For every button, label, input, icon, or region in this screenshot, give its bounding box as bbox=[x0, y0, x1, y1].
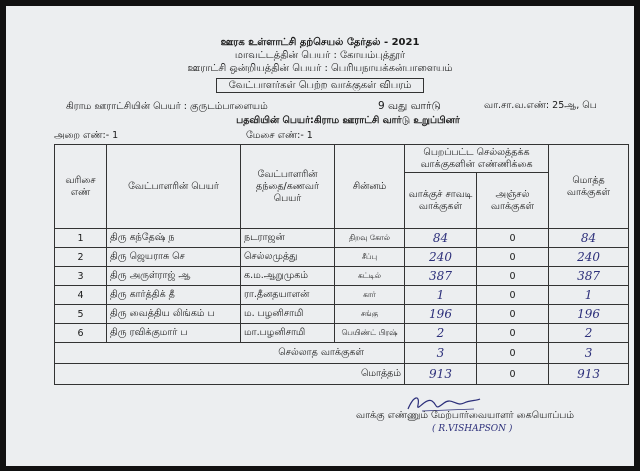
election-title: ஊரக உள்ளாட்சி தற்செயல் தேர்தல் - 2021 bbox=[220, 37, 420, 48]
row-postal-votes: 0 bbox=[477, 229, 549, 248]
table-row bbox=[55, 305, 629, 324]
header-sno: வரிசை எண் bbox=[55, 145, 107, 229]
row-candidate-name: திரு கார்த்திக் தீ bbox=[107, 286, 241, 305]
table-row bbox=[55, 324, 629, 343]
row-booth-votes: 196 bbox=[405, 305, 477, 324]
ward-number: 9 வது வார்டு bbox=[378, 100, 441, 112]
row-sno: 4 bbox=[55, 286, 107, 305]
district-name: மாவட்டத்தின் பெயர் : கோயம்புத்தூர் bbox=[234, 50, 406, 61]
row-total-votes: 2 bbox=[549, 324, 629, 343]
row-sno: 6 bbox=[55, 324, 107, 343]
row-symbol: கார் bbox=[335, 286, 405, 305]
row-sno: 5 bbox=[55, 305, 107, 324]
row-postal-votes: 0 bbox=[477, 286, 549, 305]
table-number: மேசை எண்:- 1 bbox=[246, 130, 313, 141]
row-total-votes: 240 bbox=[549, 248, 629, 267]
row-symbol: திறவு கோல் bbox=[335, 229, 405, 248]
row-booth-votes: 387 bbox=[405, 267, 477, 286]
row-booth-votes: 84 bbox=[405, 229, 477, 248]
header-valid-votes: பெறப்பட்ட செல்லத்தக்க வாக்குகளின் எண்ணிக்கை bbox=[405, 145, 549, 173]
table-row bbox=[55, 229, 629, 248]
row-symbol: பெயிண்ட் பிரஷ் bbox=[335, 324, 405, 343]
table-row bbox=[55, 248, 629, 267]
union-name: ஊராட்சி ஒன்றியத்தின் பெயர் : பெரியநாயக்கன்பாளையம் bbox=[187, 63, 453, 74]
row-total-votes: 387 bbox=[549, 267, 629, 286]
signature-label: வாக்கு எண்ணும் மேற்பார்வையாளர் கையொப்பம் bbox=[356, 410, 574, 421]
header-father: வேட்பாளரின் தந்தை/கணவர் பெயர் bbox=[241, 145, 335, 229]
row-total-votes: 196 bbox=[549, 305, 629, 324]
row-candidate-name: திரு ஜெயராசு செ bbox=[107, 248, 241, 267]
row-candidate-name: திரு வைத்திய லிங்கம் ப bbox=[107, 305, 241, 324]
row-candidate-name: திரு கந்தேஷ் ந bbox=[107, 229, 241, 248]
row-booth-votes: 1 bbox=[405, 286, 477, 305]
row-candidate-name: திரு அருள்ராஜ் ஆ bbox=[107, 267, 241, 286]
grand-total-total: 913 bbox=[549, 364, 629, 385]
row-symbol: சீப்பு bbox=[335, 248, 405, 267]
row-father-name: ம. பழனிசாமி bbox=[241, 305, 335, 324]
row-total-votes: 1 bbox=[549, 286, 629, 305]
row-sno: 1 bbox=[55, 229, 107, 248]
invalid-votes-label: செல்லாத வாக்குகள் bbox=[55, 343, 405, 364]
room-number: அறை எண்:- 1 bbox=[54, 130, 119, 141]
row-candidate-name: திரு ரவிக்குமார் ப bbox=[107, 324, 241, 343]
signatory-name: ( R.VISHAPSON ) bbox=[432, 424, 513, 434]
invalid-postal: 0 bbox=[477, 343, 549, 364]
row-symbol: கட்டில் bbox=[335, 267, 405, 286]
row-postal-votes: 0 bbox=[477, 267, 549, 286]
row-sno: 3 bbox=[55, 267, 107, 286]
results-table bbox=[54, 144, 629, 385]
row-postal-votes: 0 bbox=[477, 248, 549, 267]
row-sno: 2 bbox=[55, 248, 107, 267]
header-name: வேட்பாளரின் பெயர் bbox=[107, 145, 241, 229]
row-father-name: ரா.தீனதயாளன் bbox=[241, 286, 335, 305]
village-name: கிராம ஊராட்சியின் பெயர் : குருடம்பாளையம் bbox=[66, 101, 268, 112]
table-row bbox=[55, 286, 629, 305]
post-name: பதவியின் பெயர்:கிராம ஊராட்சி வார்டு உறுப்பினர் bbox=[236, 115, 460, 126]
header-total: மொத்த வாக்குகள் bbox=[549, 145, 629, 229]
invalid-booth: 3 bbox=[405, 343, 477, 364]
booth-number: வா.சா.வ.எண்: 25ஆ, பெ bbox=[484, 100, 597, 111]
header-postal-votes: அஞ்சல் வாக்குகள் bbox=[477, 173, 549, 229]
row-postal-votes: 0 bbox=[477, 324, 549, 343]
row-father-name: மா.பழனிசாமி bbox=[241, 324, 335, 343]
grand-total-label: மொத்தம் bbox=[55, 364, 405, 385]
invalid-total: 3 bbox=[549, 343, 629, 364]
row-father-name: நடராஜன் bbox=[241, 229, 335, 248]
row-father-name: க.ம.ஆறுமுகம் bbox=[241, 267, 335, 286]
row-father-name: செல்லமுத்து bbox=[241, 248, 335, 267]
row-symbol: சங்கு bbox=[335, 305, 405, 324]
grand-total-booth: 913 bbox=[405, 364, 477, 385]
grand-total-postal: 0 bbox=[477, 364, 549, 385]
document-page bbox=[6, 6, 634, 466]
row-booth-votes: 2 bbox=[405, 324, 477, 343]
row-booth-votes: 240 bbox=[405, 248, 477, 267]
header-booth-votes: வாக்குச் சாவடி வாக்குகள் bbox=[405, 173, 477, 229]
row-postal-votes: 0 bbox=[477, 305, 549, 324]
header-symbol: சின்னம் bbox=[335, 145, 405, 229]
row-total-votes: 84 bbox=[549, 229, 629, 248]
table-row bbox=[55, 267, 629, 286]
report-subtitle: வேட்பாளர்கள் பெற்ற வாக்குகள் விபரம் bbox=[216, 78, 425, 93]
